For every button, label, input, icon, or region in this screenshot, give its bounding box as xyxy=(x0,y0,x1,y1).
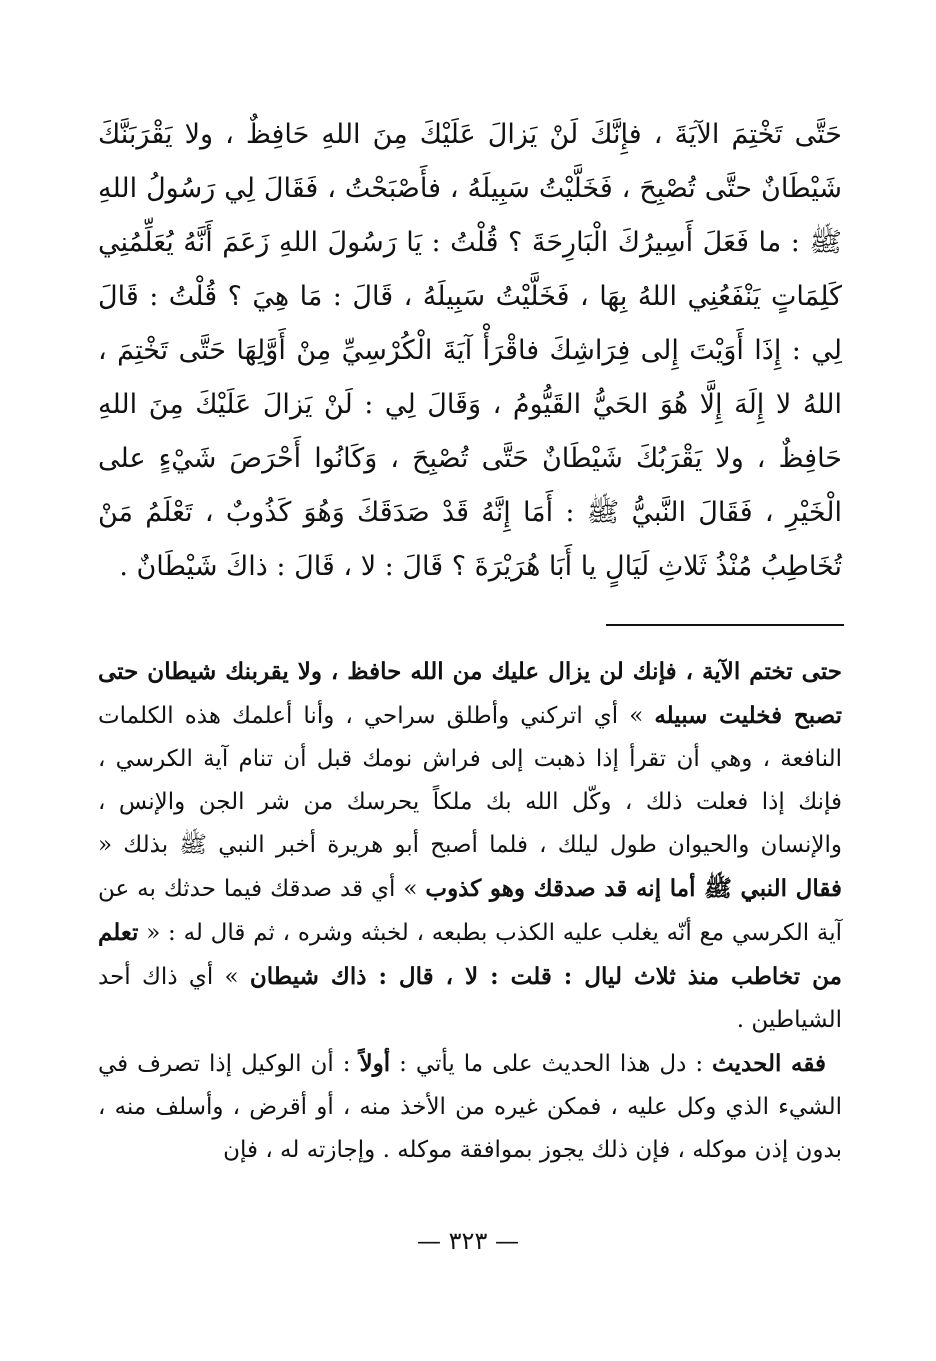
commentary-paragraph-1 xyxy=(98,650,842,1042)
commentary-text-2: » أي قد صدقك فيما حدثك به عن آية الكرسي مع أنّه يغلب عليه الكذب بطبعه ، لخبثه وشره ، ثم قال له : « xyxy=(98,876,842,946)
fiqh-point-first: أولاً xyxy=(359,1050,391,1077)
commentary-paragraph-2 xyxy=(98,1042,842,1172)
commentary-quote-2: فقال النبي ﷺ أما إنه قد صدقك وهو كذوب xyxy=(425,875,842,902)
commentary-quote-3: تعلم من تخاطب منذ ثلاث ليال : قلت : لا ، قال : ذاك شيطان xyxy=(98,919,842,990)
hadith-text: حَتَّى تَخْتِمَ الآيَةَ ، فإِنَّكَ لَنْ يَزالَ عَلَيْكَ مِنَ اللهِ حَافِظٌ ، ولا يَقْرَبَنَّكَ شَيْطَانٌ حتَّى تُصْبِحَ ، فَخَلَّيْتُ سَبِيلَهُ ، فأَصْبَحْتُ ، فَقَالَ لِي رَسُولُ اللهِ ﷺ : ما فَعَلَ أَسِيرُكَ الْبَارِحَةَ ؟ قُلْتُ : يَا رَسُولَ اللهِ زَعَمَ أَنَّهُ يُعَلِّمُنِي كَلِمَاتٍ يَنْفَعُنِي اللهُ بِهَا ، فَخَلَّيْتُ سَبِيلَهُ ، قَالَ : مَا هِيَ ؟ قُلْتُ : قَالَ لِي : إِذَا أَوَيْتَ إِلى فِرَاشِكَ فاقْرَأْ آيَةَ الْكُرْسِيِّ مِنْ أَوَّلِهَا حَتَّى تَخْتِمَ ، اللهُ لا إِلَهَ إِلَّا هُوَ الحَيُّ القَيُّومُ ، وَقَالَ لِي : لَنْ يَزالَ عَلَيْكَ مِنَ اللهِ حَافِظٌ ، ولا يَقْرَبُكَ شَيْطَانٌ حَتَّى تُصْبِحَ ، وَكَانُوا أَحْرَصَ شَيْءٍ على الْخَيْرِ ، فَقَالَ النَّبيُّ ﷺ : أَمَا إِنَّهُ قَدْ صَدَقَكَ وَهُوَ كَذُوبٌ ، تَعْلَمُ مَنْ تُخَاطِبُ مُنْذُ ثَلاثِ لَيَالٍ يا أَبَا هُرَيْرَةَ ؟ قَالَ : لا ، قَالَ : ذاكَ شَيْطَانٌ . xyxy=(98,119,842,582)
footnote-divider xyxy=(606,624,844,626)
fiqh-text-1: : دل هذا الحديث على ما يأتي : xyxy=(390,1051,713,1077)
commentary-block xyxy=(98,650,842,1172)
commentary-text-1: » أي اتركني وأطلق سراحي ، وأنا أعلمك هذه الكلمات النافعة ، وهي أن تقرأ إذا ذهبت إلى فراش نومك قبل أن تنام آية الكرسي ، فإنك إذا فعلت ذلك ، وكّل الله بك ملكاً يحرسك من شر الجن والإنس ، والإنسان والحيوان طول ليلك ، فلما أصبح أبو هريرة أخبر النبي ﷺ بذلك « xyxy=(98,703,843,858)
fiqh-text-2: : أن الوكيل إذا تصرف في الشيء الذي وكل عليه ، فمكن غيره من الأخذ منه ، أو أقرض ، وأسلف منه ، بدون إذن موكله ، فإن ذلك يجوز بموافقة موكله . وإجازته له ، فإن xyxy=(98,1051,842,1163)
commentary-quote-1: حتى تختم الآية ، فإنك لن يزال عليك من الله حافظ ، ولا يقربنك شيطان حتى تصبح فخليت سبيله xyxy=(98,658,842,729)
page-number: — ٣٢٣ — xyxy=(417,1227,519,1255)
fiqh-heading: فقه الحديث xyxy=(712,1050,826,1077)
commentary-text-3: » أي ذاك أحد الشياطين . xyxy=(98,964,842,1033)
